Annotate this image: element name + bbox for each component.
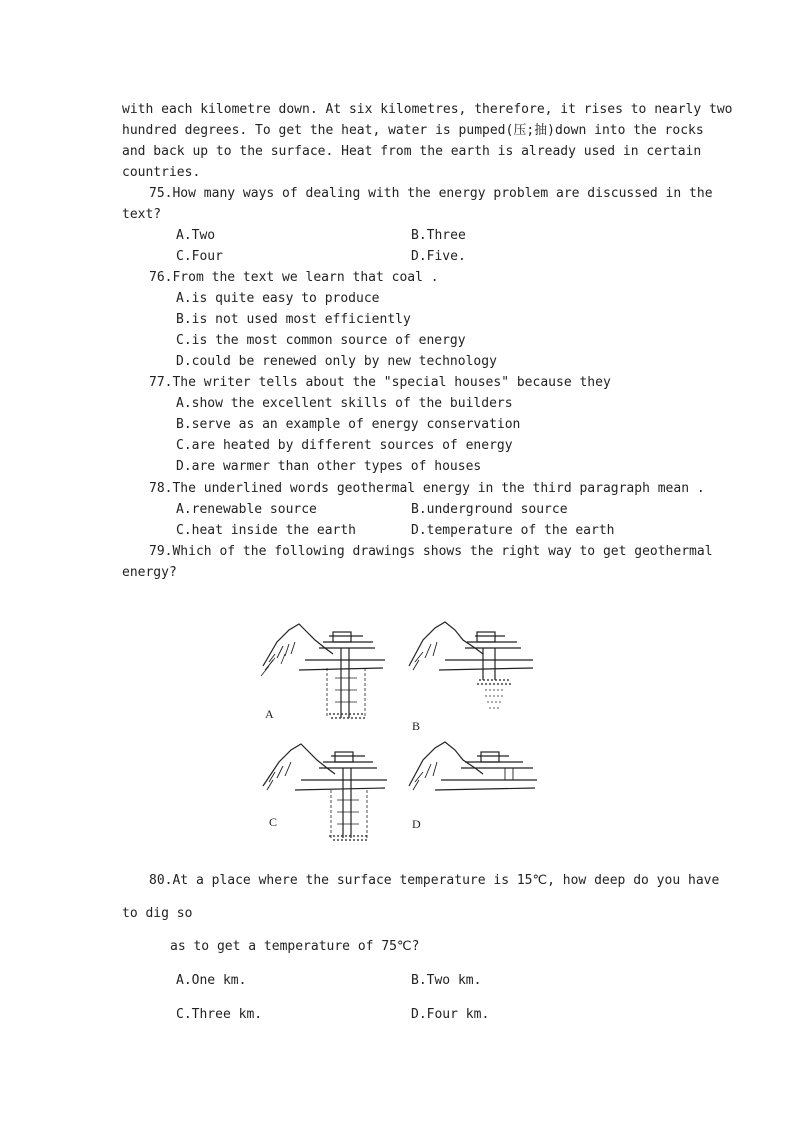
question-stem: 79.Which of the following drawings shows the right way to get geothermal — [149, 544, 713, 559]
option-b: B.is not used most efficiently — [176, 312, 411, 327]
option-d: D.Five. — [411, 249, 466, 264]
option-d: D.Four km. — [411, 1007, 490, 1022]
drawing-label-c: C — [269, 815, 278, 829]
option-b: B.serve as an example of energy conservation — [176, 417, 521, 432]
option-a: A.is quite easy to produce — [176, 291, 380, 306]
question-stem: text? — [122, 207, 162, 222]
passage-line: and back up to the surface. Heat from the earth is already used in certain — [122, 144, 702, 159]
option-b: B.Two km. — [411, 973, 482, 988]
question-stem: 76.From the text we learn that coal . — [149, 270, 439, 285]
option-b: B.underground source — [411, 502, 568, 517]
option-c: C.heat inside the earth — [176, 523, 357, 538]
question-stem: 78.The underlined words geothermal energy in the third paragraph mean . — [149, 481, 705, 496]
option-b: B.Three — [411, 228, 466, 243]
option-c: C.is the most common source of energy — [176, 333, 466, 348]
option-d: D.are warmer than other types of houses — [176, 459, 482, 474]
option-a: A.Two — [176, 228, 216, 243]
drawing-c — [263, 744, 387, 840]
drawing-b — [409, 622, 533, 708]
option-a: A.renewable source — [176, 502, 317, 517]
passage-line: hundred degrees. To get the heat, water is pumped(压;抽)down into the rocks — [122, 123, 704, 138]
question-stem: 77.The writer tells about the "special houses" because they — [149, 375, 611, 390]
option-c: C.Three km. — [176, 1007, 263, 1022]
passage-line: countries. — [122, 165, 201, 180]
question-stem: as to get a temperature of 75℃? — [170, 939, 420, 954]
drawing-label-d: D — [412, 817, 421, 831]
question-stem: to dig so — [122, 906, 193, 921]
option-a: A.show the excellent skills of the builders — [176, 396, 513, 411]
drawing-a — [261, 624, 385, 718]
option-a: A.One km. — [176, 973, 247, 988]
drawing-label-a: A — [265, 707, 274, 721]
question-stem: energy? — [122, 565, 177, 580]
drawing-label-b: B — [412, 719, 421, 733]
option-d: D.temperature of the earth — [411, 523, 615, 538]
question-stem: 75.How many ways of dealing with the energy problem are discussed in the — [149, 186, 713, 201]
option-c: C.Four — [176, 249, 223, 264]
option-c: C.are heated by different sources of energy — [176, 438, 513, 453]
drawing-d — [409, 742, 537, 790]
passage-line: with each kilometre down. At six kilometres, therefore, it rises to nearly two — [122, 102, 733, 117]
geothermal-drawings-figure — [255, 618, 545, 848]
question-stem: 80.At a place where the surface temperature is 15℃, how deep do you have — [149, 873, 720, 888]
option-d: D.could be renewed only by new technology — [176, 354, 497, 369]
